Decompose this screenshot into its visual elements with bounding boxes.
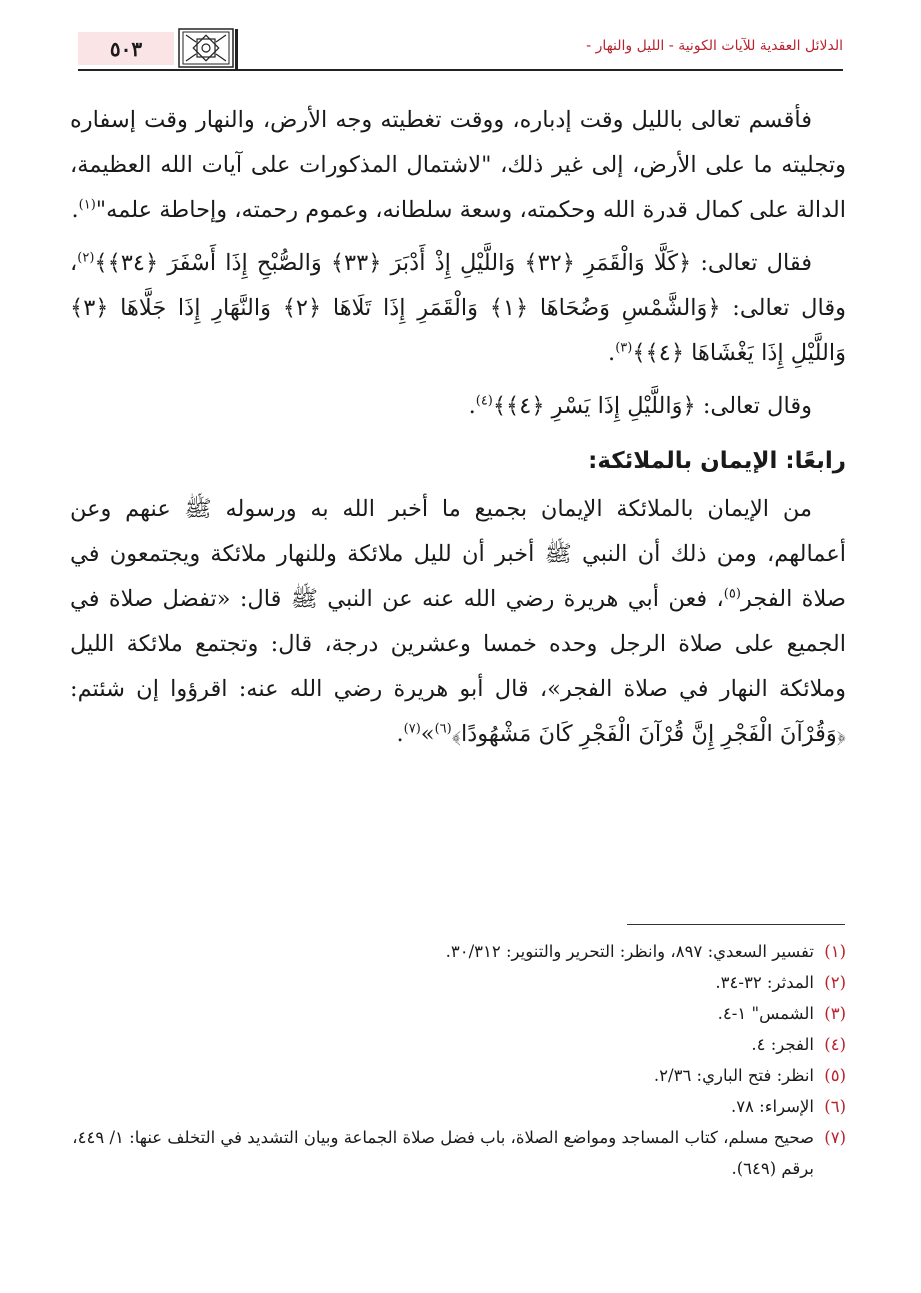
punctuation: .	[396, 721, 404, 747]
page-number: ٥٠٣	[78, 32, 174, 65]
page-header	[78, 28, 843, 70]
punctuation: .	[608, 340, 616, 366]
paragraph-text: فأقسم تعالى بالليل وقت إدباره، ووقت تغطيته وجه الأرض، والنهار وقت إسفاره وتجليته ما على الأرض، إلى غير ذلك، "لاشتمال المذكورات على آيات الله العظيمة، الدالة على كمال قدرة الله وحكمته، وسعة سلطانه، وعموم رحمته، وإحاطة علمه"	[70, 107, 846, 223]
section-heading: رابعًا: الإيمان بالملائكة:	[588, 448, 846, 474]
footnote-item	[70, 998, 846, 1029]
header-divider	[235, 29, 238, 69]
footnote-ref[interactable]: (٧)	[403, 721, 421, 737]
footnote-text: الفجر: ٤.	[751, 1035, 814, 1054]
footnote-number: (٢)	[824, 973, 846, 992]
footnote-number: (٣)	[824, 1004, 846, 1023]
footnote-number: (١)	[824, 942, 846, 961]
footnote-text: انظر: فتح الباري: ٢/٣٦.	[653, 1066, 814, 1085]
intro-text: فقال تعالى:	[691, 250, 812, 276]
footnote-text: صحيح مسلم، كتاب المساجد ومواضع الصلاة، باب فضل صلاة الجماعة وبيان التشديد في التخلف عنها: ١/ ٤٤٩، برقم (٦٤٩).	[72, 1128, 814, 1178]
paragraph-4	[70, 487, 846, 757]
intro-text: وقال تعالى:	[695, 393, 812, 419]
footnote-number: (٥)	[824, 1066, 846, 1085]
footnote-separator	[627, 924, 845, 925]
footnote-number: (٤)	[824, 1035, 846, 1054]
footnote-item	[70, 1060, 846, 1091]
quran-verse: ﴿وَقُرْآنَ الْفَجْرِ إِنَّ قُرْآنَ الْفَجْرِ كَانَ مَشْهُودًا﴾	[451, 721, 846, 747]
header-rule	[78, 69, 843, 71]
footnote-ref[interactable]: (٣)	[615, 340, 633, 356]
footnote-number: (٧)	[824, 1128, 846, 1147]
footnote-text: تفسير السعدي: ٨٩٧، وانظر: التحرير والتنوير: ٣٠/٣١٢.	[445, 942, 814, 961]
footnotes	[70, 936, 846, 1184]
punctuation: »	[420, 721, 435, 747]
footnote-item	[70, 967, 846, 998]
paragraph-text: من الإيمان بالملائكة الإيمان بجميع ما أخبر الله به ورسوله ﷺ عنهم وعن أعمالهم، ومن ذلك أن النبي ﷺ أخبر أن لليل ملائكة وللنهار ملائكة ويجتمعون في صلاة الفجر	[70, 496, 846, 612]
footnote-text: المدثر: ٣٢-٣٤.	[715, 973, 814, 992]
intro-text: وقال تعالى:	[720, 295, 846, 321]
footnote-ref[interactable]: (١)	[78, 197, 96, 213]
paragraph-2	[70, 241, 846, 376]
running-title: الدلائل العقدية للآيات الكونية - الليل والنهار -	[586, 38, 843, 54]
paragraph-text: ، فعن أبي هريرة رضي الله عنه عن النبي ﷺ قال: «تفضل صلاة في الجميع على صلاة الرجل وحده خمسا وعشرين درجة، قال: وتجتمع ملائكة الليل وملائكة النهار في صلاة الفجر»، قال أبو هريرة رضي الله عنه: اقرؤوا إن شئتم:	[70, 586, 846, 702]
footnote-ref[interactable]: (٤)	[475, 393, 493, 409]
ornament-icon	[178, 28, 234, 68]
footnote-number: (٦)	[824, 1097, 846, 1116]
main-text	[70, 98, 846, 757]
footnote-text: الشمس" ١-٤.	[717, 1004, 814, 1023]
punctuation: .	[468, 393, 476, 419]
footnote-item	[70, 1091, 846, 1122]
punctuation: .	[71, 197, 79, 223]
paragraph-1	[70, 98, 846, 233]
quran-verse: ﴿وَاللَّيْلِ إِذَا يَسْرِ ﴿٤﴾﴾	[492, 393, 696, 419]
footnote-ref[interactable]: (٢)	[77, 250, 95, 266]
paragraph-3	[70, 384, 846, 429]
quran-verse: ﴿وَالشَّمْسِ وَضُحَاهَا ﴿١﴾ وَالْقَمَرِ إِذَا تَلَاهَا ﴿٢﴾ وَالنَّهَارِ إِذَا جَلَّاهَا ﴿٣﴾ وَاللَّيْلِ إِذَا يَغْشَاهَا ﴿٤﴾﴾	[70, 295, 846, 366]
footnote-item	[70, 1122, 846, 1184]
footnote-text: الإسراء: ٧٨.	[730, 1097, 814, 1116]
footnote-item	[70, 936, 846, 967]
footnote-ref[interactable]: (٦)	[434, 721, 452, 737]
quran-verse: ﴿كَلَّا وَالْقَمَرِ ﴿٣٢﴾ وَاللَّيْلِ إِذْ أَدْبَرَ ﴿٣٣﴾ وَالصُّبْحِ إِذَا أَسْفَرَ ﴿٣٤﴾﴾	[94, 250, 692, 276]
footnote-item	[70, 1029, 846, 1060]
footnote-ref[interactable]: (٥)	[723, 586, 741, 602]
punctuation: ،	[70, 250, 78, 276]
